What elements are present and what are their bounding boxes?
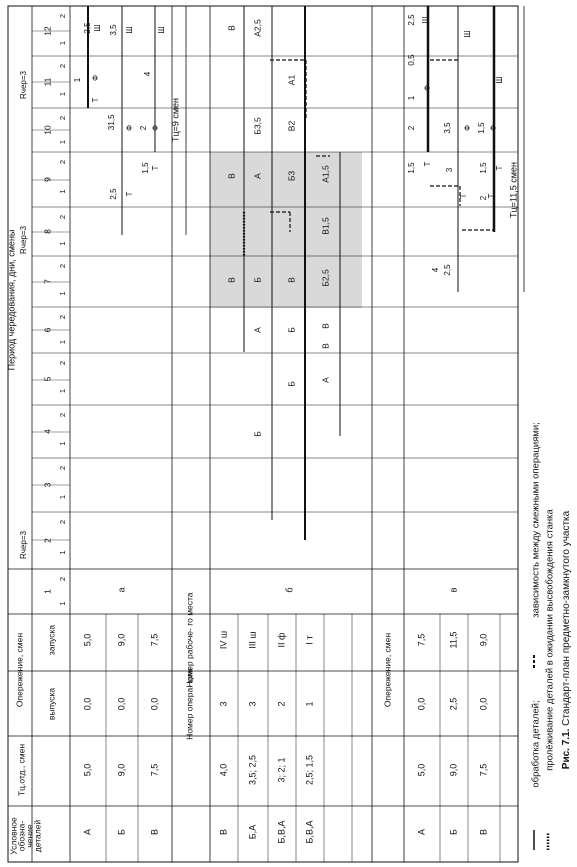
- tc-note: Тц=9 смен: [170, 97, 181, 143]
- designation-header: деталей: [32, 819, 43, 853]
- gantt-label: Т: [423, 161, 433, 167]
- shift-label: 2: [57, 412, 67, 418]
- gantt-number: 2: [139, 125, 149, 131]
- day-number: 10: [42, 125, 53, 135]
- detail-label: Б: [448, 829, 459, 835]
- legend-dotted-text: пролёживание деталей в ожидании высвобождения станка: [544, 509, 556, 771]
- gantt-number: 2,5: [109, 188, 119, 200]
- shift-label: 1: [57, 339, 67, 345]
- gantt-number: 1,5: [407, 162, 417, 174]
- shift-label: 2: [57, 519, 67, 525]
- gantt-cell: А: [320, 377, 331, 383]
- gantt-cell: В: [226, 25, 237, 31]
- shift-label: 1: [57, 91, 67, 97]
- gantt-cell: А2,5: [252, 19, 263, 37]
- gantt-number: 3: [107, 125, 117, 131]
- gantt-label: Ш: [157, 26, 167, 34]
- release-value: 2,5: [448, 697, 459, 711]
- gantt-label: Ш: [421, 16, 431, 24]
- workplace-value: III ш: [247, 631, 258, 649]
- gantt-cell: Б: [252, 431, 263, 437]
- gantt-number: 3: [445, 167, 455, 173]
- shift-label: 2: [57, 576, 67, 582]
- launch-value: 7,5: [149, 633, 160, 647]
- shift-label: 1: [57, 441, 67, 446]
- gantt-number: 3,5: [109, 24, 119, 36]
- tcycle-header: Тц.отд., смен: [16, 743, 27, 797]
- tcycle-value: 7,5: [149, 763, 160, 777]
- day-number: 3: [42, 482, 53, 488]
- gantt-cell: В2: [286, 120, 297, 132]
- gantt-label: Т: [495, 165, 505, 171]
- tcycle-value: 2,5; 1,5: [304, 754, 315, 786]
- release-value: 0,0: [116, 697, 127, 711]
- gantt-cell: Б: [252, 277, 263, 283]
- gantt-number: 2: [479, 195, 489, 201]
- detail-label: А: [416, 828, 427, 836]
- launch-value: 9,0: [116, 633, 127, 647]
- gantt-cell: А1: [286, 74, 297, 86]
- gantt-label: Ш: [463, 30, 473, 38]
- shift-label: 2: [57, 314, 67, 320]
- day-number: 7: [42, 279, 53, 284]
- gantt-number: 4: [143, 71, 153, 77]
- shift-label: 1: [57, 189, 67, 194]
- day-number: 12: [42, 26, 53, 36]
- day-number: 2: [42, 538, 53, 543]
- gantt-cell: Б3,5: [252, 117, 263, 135]
- launch-value: 5,0: [82, 633, 93, 647]
- day-number: 6: [42, 327, 53, 333]
- gantt-cell: В: [226, 173, 237, 179]
- tcycle-value: 9,0: [116, 763, 127, 777]
- shift-label: 1: [57, 241, 67, 246]
- designation-header: обозна-: [16, 820, 27, 852]
- gantt-label: Ф: [423, 84, 433, 92]
- shift-label: 2: [57, 360, 67, 366]
- gantt-label: Ф: [463, 124, 473, 132]
- gantt-label: Ф: [151, 124, 161, 132]
- workplace-value: IV ш: [218, 630, 229, 650]
- gantt-cell: А: [252, 327, 263, 333]
- detail-label: В: [218, 828, 229, 836]
- launch-value: 9,0: [478, 633, 489, 647]
- opnum-value: 1: [304, 701, 315, 707]
- gantt-number: 4: [431, 267, 441, 273]
- table-frame: [8, 6, 518, 862]
- release-value: 0,0: [416, 697, 427, 711]
- tcycle-value: 9,0: [448, 763, 459, 777]
- tcycle-value: 7,5: [478, 763, 489, 777]
- gantt-number: 2,5: [407, 14, 417, 26]
- tcycle-value: 5,0: [82, 763, 93, 777]
- shift-label: 2: [57, 63, 67, 69]
- shift-label: 2: [57, 465, 67, 471]
- tcycle-value: 3,5; 2,5: [247, 754, 258, 786]
- opnum-value: 3: [218, 701, 229, 707]
- period-header: Период чередования, дни, смены: [6, 229, 17, 371]
- gantt-label: Ш: [125, 26, 135, 34]
- gantt-label: Ш: [93, 24, 103, 32]
- shift-label: 1: [57, 601, 67, 606]
- gantt-cell: Б: [286, 327, 297, 333]
- gantt-label: Ф: [91, 74, 101, 82]
- designation-header: Условное: [8, 817, 19, 855]
- shift-label: 1: [57, 291, 67, 296]
- gantt-label: Т: [459, 193, 469, 199]
- tc-note: Тц=11,5 смен: [508, 162, 519, 218]
- gantt-number: 2: [407, 125, 417, 131]
- gantt-number: 1,5: [107, 114, 117, 126]
- tcycle-value: 5,0: [416, 763, 427, 777]
- workplace-value: I т: [304, 635, 315, 645]
- day-number: 5: [42, 376, 53, 382]
- opnum-header: Номер опера- ции: [184, 668, 195, 740]
- shift-label: 1: [57, 40, 67, 46]
- tcycle-value: 3; 2; 1: [276, 757, 287, 783]
- workplace-header: Номер рабоче- го места: [184, 592, 195, 688]
- detail-label: Б,В,А: [304, 820, 315, 844]
- gantt-cell: В: [226, 277, 237, 283]
- gantt-cell: В: [320, 343, 331, 349]
- detail-label: Б,В,А: [276, 820, 287, 844]
- detail-label: В: [478, 828, 489, 836]
- launch-value: 7,5: [416, 633, 427, 647]
- gantt-number: 1,5: [141, 162, 151, 174]
- shift-label: 1: [57, 388, 67, 394]
- day-number: 4: [42, 429, 53, 434]
- shift-label: 1: [57, 494, 67, 500]
- advance-header: Опережение, смен: [14, 632, 25, 708]
- designation-header: чение: [24, 824, 35, 848]
- opnum-value: 3: [247, 701, 258, 707]
- gantt-number: 3,5: [443, 122, 453, 134]
- gantt-label: Т: [125, 191, 135, 197]
- rper-label: Rчер=3: [19, 531, 29, 559]
- shift-label: 2: [57, 13, 67, 19]
- gantt-cell: В: [286, 277, 297, 283]
- gantt-label: Т: [151, 165, 161, 171]
- caption-prefix: Рис. 7.1.: [560, 725, 572, 770]
- release-value: 0,0: [478, 697, 489, 711]
- day-number: 1: [42, 589, 53, 594]
- launch-header: запуска: [46, 624, 57, 656]
- gantt-number: 2,5: [83, 22, 93, 34]
- gantt-cell: В1,5: [320, 217, 331, 235]
- shift-label: 1: [57, 139, 67, 145]
- gantt-cell: Б: [286, 381, 297, 387]
- caption-text: Стандарт-план предметно-замкнутого участка: [560, 510, 572, 726]
- rper-label: Rчер=3: [19, 226, 29, 254]
- gantt-cell: А: [252, 173, 263, 179]
- detail-label: А: [82, 828, 93, 836]
- day-number: 9: [42, 177, 53, 182]
- gantt-label: Ф: [125, 124, 135, 132]
- gantt-label: Т: [487, 193, 497, 199]
- release-value: 0,0: [149, 697, 160, 711]
- gantt-number: 1,5: [477, 122, 487, 134]
- figure-caption: [561, 510, 572, 769]
- legend-solid-text: обработка деталей;: [530, 700, 542, 788]
- gantt-number: 1: [73, 77, 83, 83]
- gantt-cell: Б2,5: [320, 269, 331, 287]
- gantt-label: Ш: [495, 76, 505, 84]
- gantt-cell: А1,5: [320, 165, 331, 183]
- section-label: а: [116, 587, 127, 593]
- release-value: 0,0: [82, 697, 93, 711]
- release-header: выпуска: [46, 687, 57, 721]
- section-label: в: [448, 587, 459, 593]
- gantt-number: 0,5: [407, 54, 417, 66]
- gantt-number: 1: [407, 95, 417, 101]
- gantt-label: Т: [91, 97, 101, 103]
- gantt-cell: В: [320, 323, 331, 329]
- launch-value: 11,5: [448, 631, 459, 649]
- opnum-value: 2: [276, 701, 287, 707]
- shift-label: 2: [57, 159, 67, 165]
- gantt-number: 1,5: [479, 162, 489, 174]
- tcycle-value: 4,0: [218, 763, 229, 777]
- shift-label: 2: [57, 115, 67, 121]
- detail-label: Б,А: [247, 824, 258, 840]
- day-number: 8: [42, 229, 53, 234]
- legend-dashed-text: зависимость между смежными операциями;: [530, 422, 542, 618]
- gantt-label: Ф: [489, 124, 499, 132]
- detail-label: В: [149, 828, 160, 836]
- workplace-value: II ф: [276, 632, 287, 648]
- detail-label: Б: [116, 829, 127, 835]
- rper-label: Rчер=3: [19, 71, 29, 99]
- advance-header: Опережение, смен: [382, 632, 393, 708]
- shift-label: 1: [57, 550, 67, 555]
- section-label: б: [284, 587, 295, 593]
- gantt-cell: Б3: [286, 170, 297, 182]
- shift-label: 2: [57, 263, 67, 269]
- shift-label: 2: [57, 214, 67, 220]
- gantt-number: 2,5: [443, 264, 453, 276]
- day-number: 11: [42, 77, 53, 87]
